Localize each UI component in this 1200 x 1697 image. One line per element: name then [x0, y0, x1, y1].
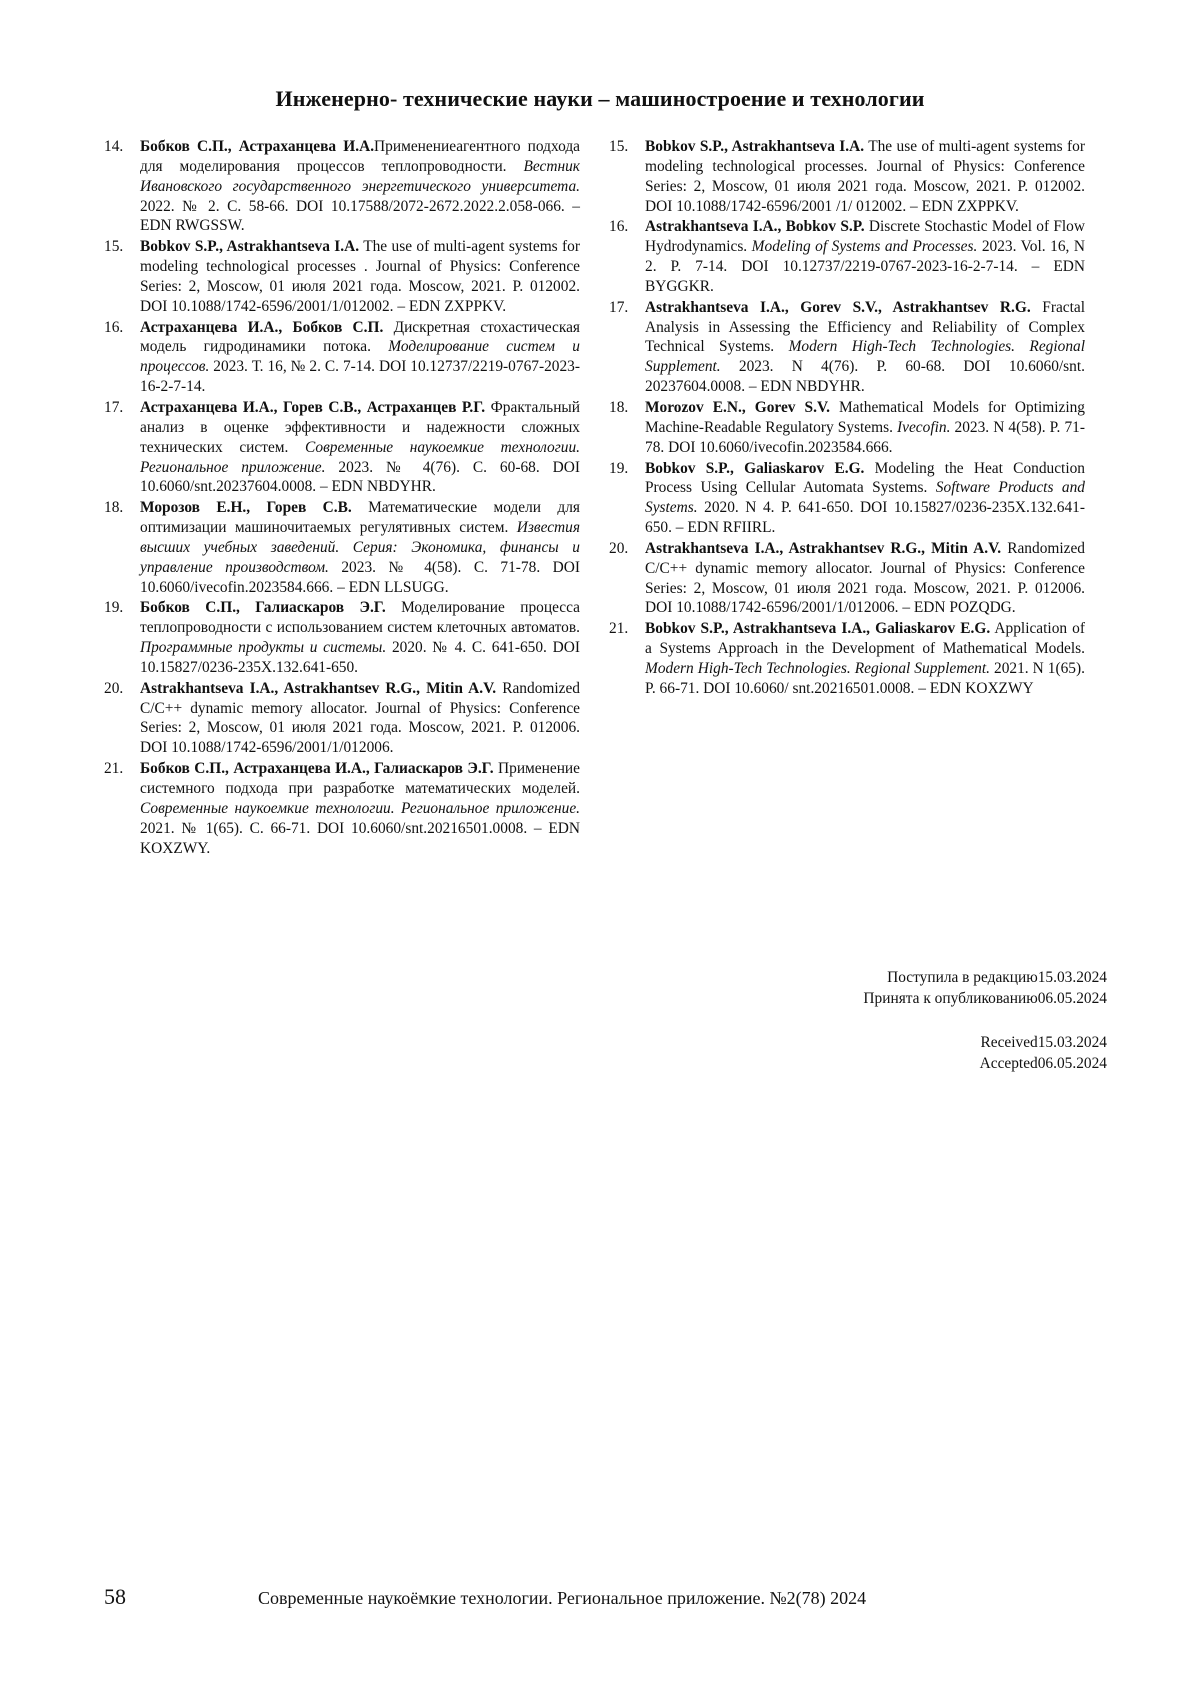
reference-source: Modern High-Tech Technologies. Regional Supplement.: [645, 659, 990, 677]
reference-source: Современные наукоемкие технологии. Региональное приложение.: [140, 799, 580, 817]
reference-authors: Морозов Е.Н., Горев С.В.: [140, 499, 352, 517]
reference-authors: Morozov E.N., Gorev S.V.: [645, 398, 830, 416]
reference-details: 2022. № 2. С. 58-66. DOI 10.17588/2072-2672.2022.2.058-066. – EDN RWGSSW.: [140, 197, 580, 235]
reference-number: 17.: [104, 398, 124, 416]
reference-authors: Bobkov S.P., Galiaskarov E.G.: [645, 459, 865, 477]
reference-body: Discrete Stochastic Model of Flow Hydrodynamics.: [645, 218, 1085, 256]
reference-item: [609, 539, 1085, 618]
reference-text: [140, 498, 580, 597]
reference-authors: Астраханцева И.А., Горев С.В., Астраханцев Р.Г.: [140, 398, 486, 416]
submission-dates-en: [687, 1032, 1107, 1074]
reference-body: The use of multi-agent systems for modeling technological processes . Journal of Physics: Conference Series: 2, Moscow, 01 июля 2021 года. Moscow, 2021. P. 012002. DOI 10.1088/1742-6596/2001/1/012002. – EDN ZXPPKV.: [140, 238, 580, 315]
reference-item: [609, 459, 1085, 538]
reference-text: [140, 318, 580, 397]
reference-number: 21.: [609, 620, 629, 638]
reference-text: [645, 619, 1085, 698]
reference-text: [140, 398, 580, 497]
reference-source: Современные наукоемкие технологии. Региональное приложение.: [140, 438, 580, 476]
reference-details: 2020. N 4. P. 641-650. DOI 10.15827/0236-235X.132.641-650. – EDN RFIIRL.: [645, 499, 1085, 537]
reference-details: 2023. N 4(76). P. 60-68. DOI 10.6060/snt. 20237604.0008. – EDN NBDYHR.: [645, 358, 1085, 396]
reference-text: [645, 217, 1085, 296]
reference-authors: Bobkov S.P., Astrakhantseva I.A.: [645, 138, 865, 155]
reference-text: [140, 237, 580, 316]
reference-number: 17.: [609, 298, 629, 316]
reference-authors: Астраханцева И.А., Бобков С.П.: [140, 318, 384, 336]
reference-body: Application of a Systems Approach in the Development of Mathematical Models.: [645, 620, 1085, 658]
reference-source: Программные продукты и системы.: [140, 639, 387, 657]
reference-number: 16.: [609, 218, 629, 236]
reference-details: 2023. Т. 16, № 2. С. 7-14. DOI 10.12737/2219-0767-2023-16-2-7-14.: [140, 358, 580, 396]
reference-number: 18.: [609, 398, 629, 416]
reference-number: 20.: [104, 679, 124, 697]
reference-number: 21.: [104, 760, 124, 778]
reference-body: Моделирование процесса теплопроводности с использованием систем клеточных автоматов.: [140, 599, 580, 637]
reference-authors: Бобков С.П., Галиаскаров Э.Г.: [140, 599, 386, 617]
accepted-date-en: Accepted06.05.2024: [979, 1055, 1107, 1072]
reference-authors: Бобков С.П., Астраханцева И.А., Галиаскаров Э.Г.: [140, 760, 494, 778]
reference-item: [104, 237, 580, 316]
reference-text: [645, 298, 1085, 397]
reference-source: Modeling of Systems and Processes.: [751, 238, 978, 256]
reference-item: [609, 217, 1085, 296]
reference-item: [609, 398, 1085, 458]
reference-source: Вестник Ивановского государственного энергетического университета.: [140, 157, 580, 195]
reference-body: Modeling the Heat Conduction Process Using Cellular Automata Systems.: [645, 459, 1086, 497]
reference-authors: Astrakhantseva I.A., Astrakhantsev R.G., Mitin A.V.: [645, 539, 1002, 557]
reference-source: Известия высших учебных заведений. Серия: Экономика, финансы и управление производством.: [140, 519, 580, 576]
reference-text: [140, 598, 580, 677]
reference-number: 19.: [104, 599, 124, 617]
submission-dates-ru: [687, 967, 1107, 1009]
reference-text: [645, 398, 1085, 458]
received-date-ru: Поступила в редакцию15.03.2024: [887, 969, 1107, 986]
reference-body: Фрактальный анализ в оценке эффективности и надежности сложных технических систем.: [140, 398, 581, 456]
reference-number: 20.: [609, 539, 629, 557]
reference-source: Modern High-Tech Technologies. Regional Supplement.: [645, 338, 1085, 376]
reference-number: 15.: [104, 238, 124, 256]
reference-item: [104, 398, 580, 497]
page-number: 58: [104, 1584, 126, 1609]
reference-number: 14.: [104, 138, 124, 155]
references-en-column: [609, 137, 1085, 700]
reference-details: 2021. N 1(65). P. 66-71. DOI 10.6060/ snt.20216501.0008. – EDN KOXZWY: [645, 659, 1085, 697]
accepted-date-ru: Принята к опубликованию06.05.2024: [863, 990, 1107, 1007]
reference-text: [645, 137, 1085, 216]
reference-item: [104, 598, 580, 677]
reference-number: 19.: [609, 459, 629, 477]
reference-text: [140, 759, 580, 858]
reference-text: [645, 539, 1085, 618]
journal-footer: Современные наукоёмкие технологии. Региональное приложение. №2(78) 2024: [258, 1588, 867, 1608]
reference-body: The use of multi-agent systems for modeling technological processes. Journal of Physics: Conference Series: 2, Moscow, 01 июля 2021 года. Moscow, 2021. P. 012002. DOI 10.1088/1742-6596/2001 /1/ 012002. – EDN ZXPPKV.: [645, 138, 1085, 215]
reference-body: Дискретная стохастическая модель гидродинамики потока.: [140, 318, 580, 356]
reference-body: Применениеагентного подхода для моделирования процессов теплопроводности.: [140, 138, 581, 175]
reference-authors: Bobkov S.P., Astrakhantseva I.A.: [140, 238, 360, 256]
reference-details: 2023. № 4(58). С. 71-78. DOI 10.6060/ivecofin.2023584.666. – EDN LLSUGG.: [140, 558, 580, 596]
reference-authors: Astrakhantseva I.A., Bobkov S.P.: [645, 218, 865, 236]
reference-details: 2020. № 4. С. 641-650. DOI 10.15827/0236-235X.132.641-650.: [140, 639, 581, 676]
reference-body: Применение системного подхода при разработке математических моделей.: [140, 760, 580, 797]
reference-text: [140, 137, 580, 236]
reference-item: [104, 137, 580, 236]
reference-item: [104, 679, 580, 758]
reference-details: 2023. Vol. 16, N 2. P. 7-14. DOI 10.12737/2219-0767-2023-16-2-7-14. – EDN BYGGKR.: [645, 238, 1086, 295]
reference-item: [609, 298, 1085, 397]
reference-number: 18.: [104, 499, 124, 517]
reference-number: 16.: [104, 318, 124, 336]
reference-body: Randomized C/C++ dynamic memory allocator. Journal of Physics: Conference Series: 2, Moscow, 01 июля 2021 года. Moscow, 2021. P. 012006. DOI 10.1088/1742-6596/2001/1/012006.: [140, 679, 580, 757]
reference-details: 2023. N 4(58). P. 71-78. DOI 10.6060/ivecofin.2023584.666.: [645, 418, 1085, 456]
running-title: Инженерно- технические науки – машиностроение и технологии: [275, 86, 925, 111]
reference-number: 15.: [609, 138, 629, 155]
reference-source: Ivecofin.: [897, 418, 951, 436]
reference-details: 2021. № 1(65). С. 66-71. DOI 10.6060/snt.20216501.0008. – EDN KOXZWY.: [140, 819, 580, 857]
reference-authors: Astrakhantseva I.A., Gorev S.V., Astrakhantsev R.G.: [645, 298, 1031, 316]
reference-body: Mathematical Models for Optimizing Machine-Readable Regulatory Systems.: [645, 398, 1085, 436]
reference-authors: Bobkov S.P., Astrakhantseva I.A., Galiaskarov E.G.: [645, 620, 991, 638]
reference-text: [140, 679, 580, 758]
reference-authors: Astrakhantseva I.A., Astrakhantsev R.G., Mitin A.V.: [140, 679, 497, 697]
reference-body: Fractal Analysis in Assessing the Efficiency and Reliability of Complex Technical Systems.: [645, 298, 1085, 356]
reference-details: 2023. № 4(76). С. 60-68. DOI 10.6060/snt.20237604.0008. – EDN NBDYHR.: [140, 458, 580, 496]
received-date-en: Received15.03.2024: [980, 1034, 1107, 1051]
reference-item: [104, 498, 580, 597]
reference-item: [104, 759, 580, 858]
reference-item: [609, 619, 1085, 698]
reference-source: Моделирование систем и процессов.: [140, 338, 580, 376]
reference-item: [609, 137, 1085, 216]
reference-item: [104, 318, 580, 397]
reference-body: Математические модели для оптимизации машиночитаемых регулятивных систем.: [140, 499, 580, 537]
reference-authors: Бобков С.П., Астраханцева И.А.: [140, 138, 375, 155]
reference-text: [645, 459, 1085, 538]
references-ru-column: [104, 137, 580, 859]
reference-body: Randomized C/C++ dynamic memory allocator. Journal of Physics: Conference Series: 2, Moscow, 01 июля 2021 года. Moscow, 2021. P. 012006. DOI 10.1088/1742-6596/2001/1/012006. – EDN POZQDG.: [645, 539, 1085, 617]
reference-source: Software Products and Systems.: [645, 479, 1086, 517]
